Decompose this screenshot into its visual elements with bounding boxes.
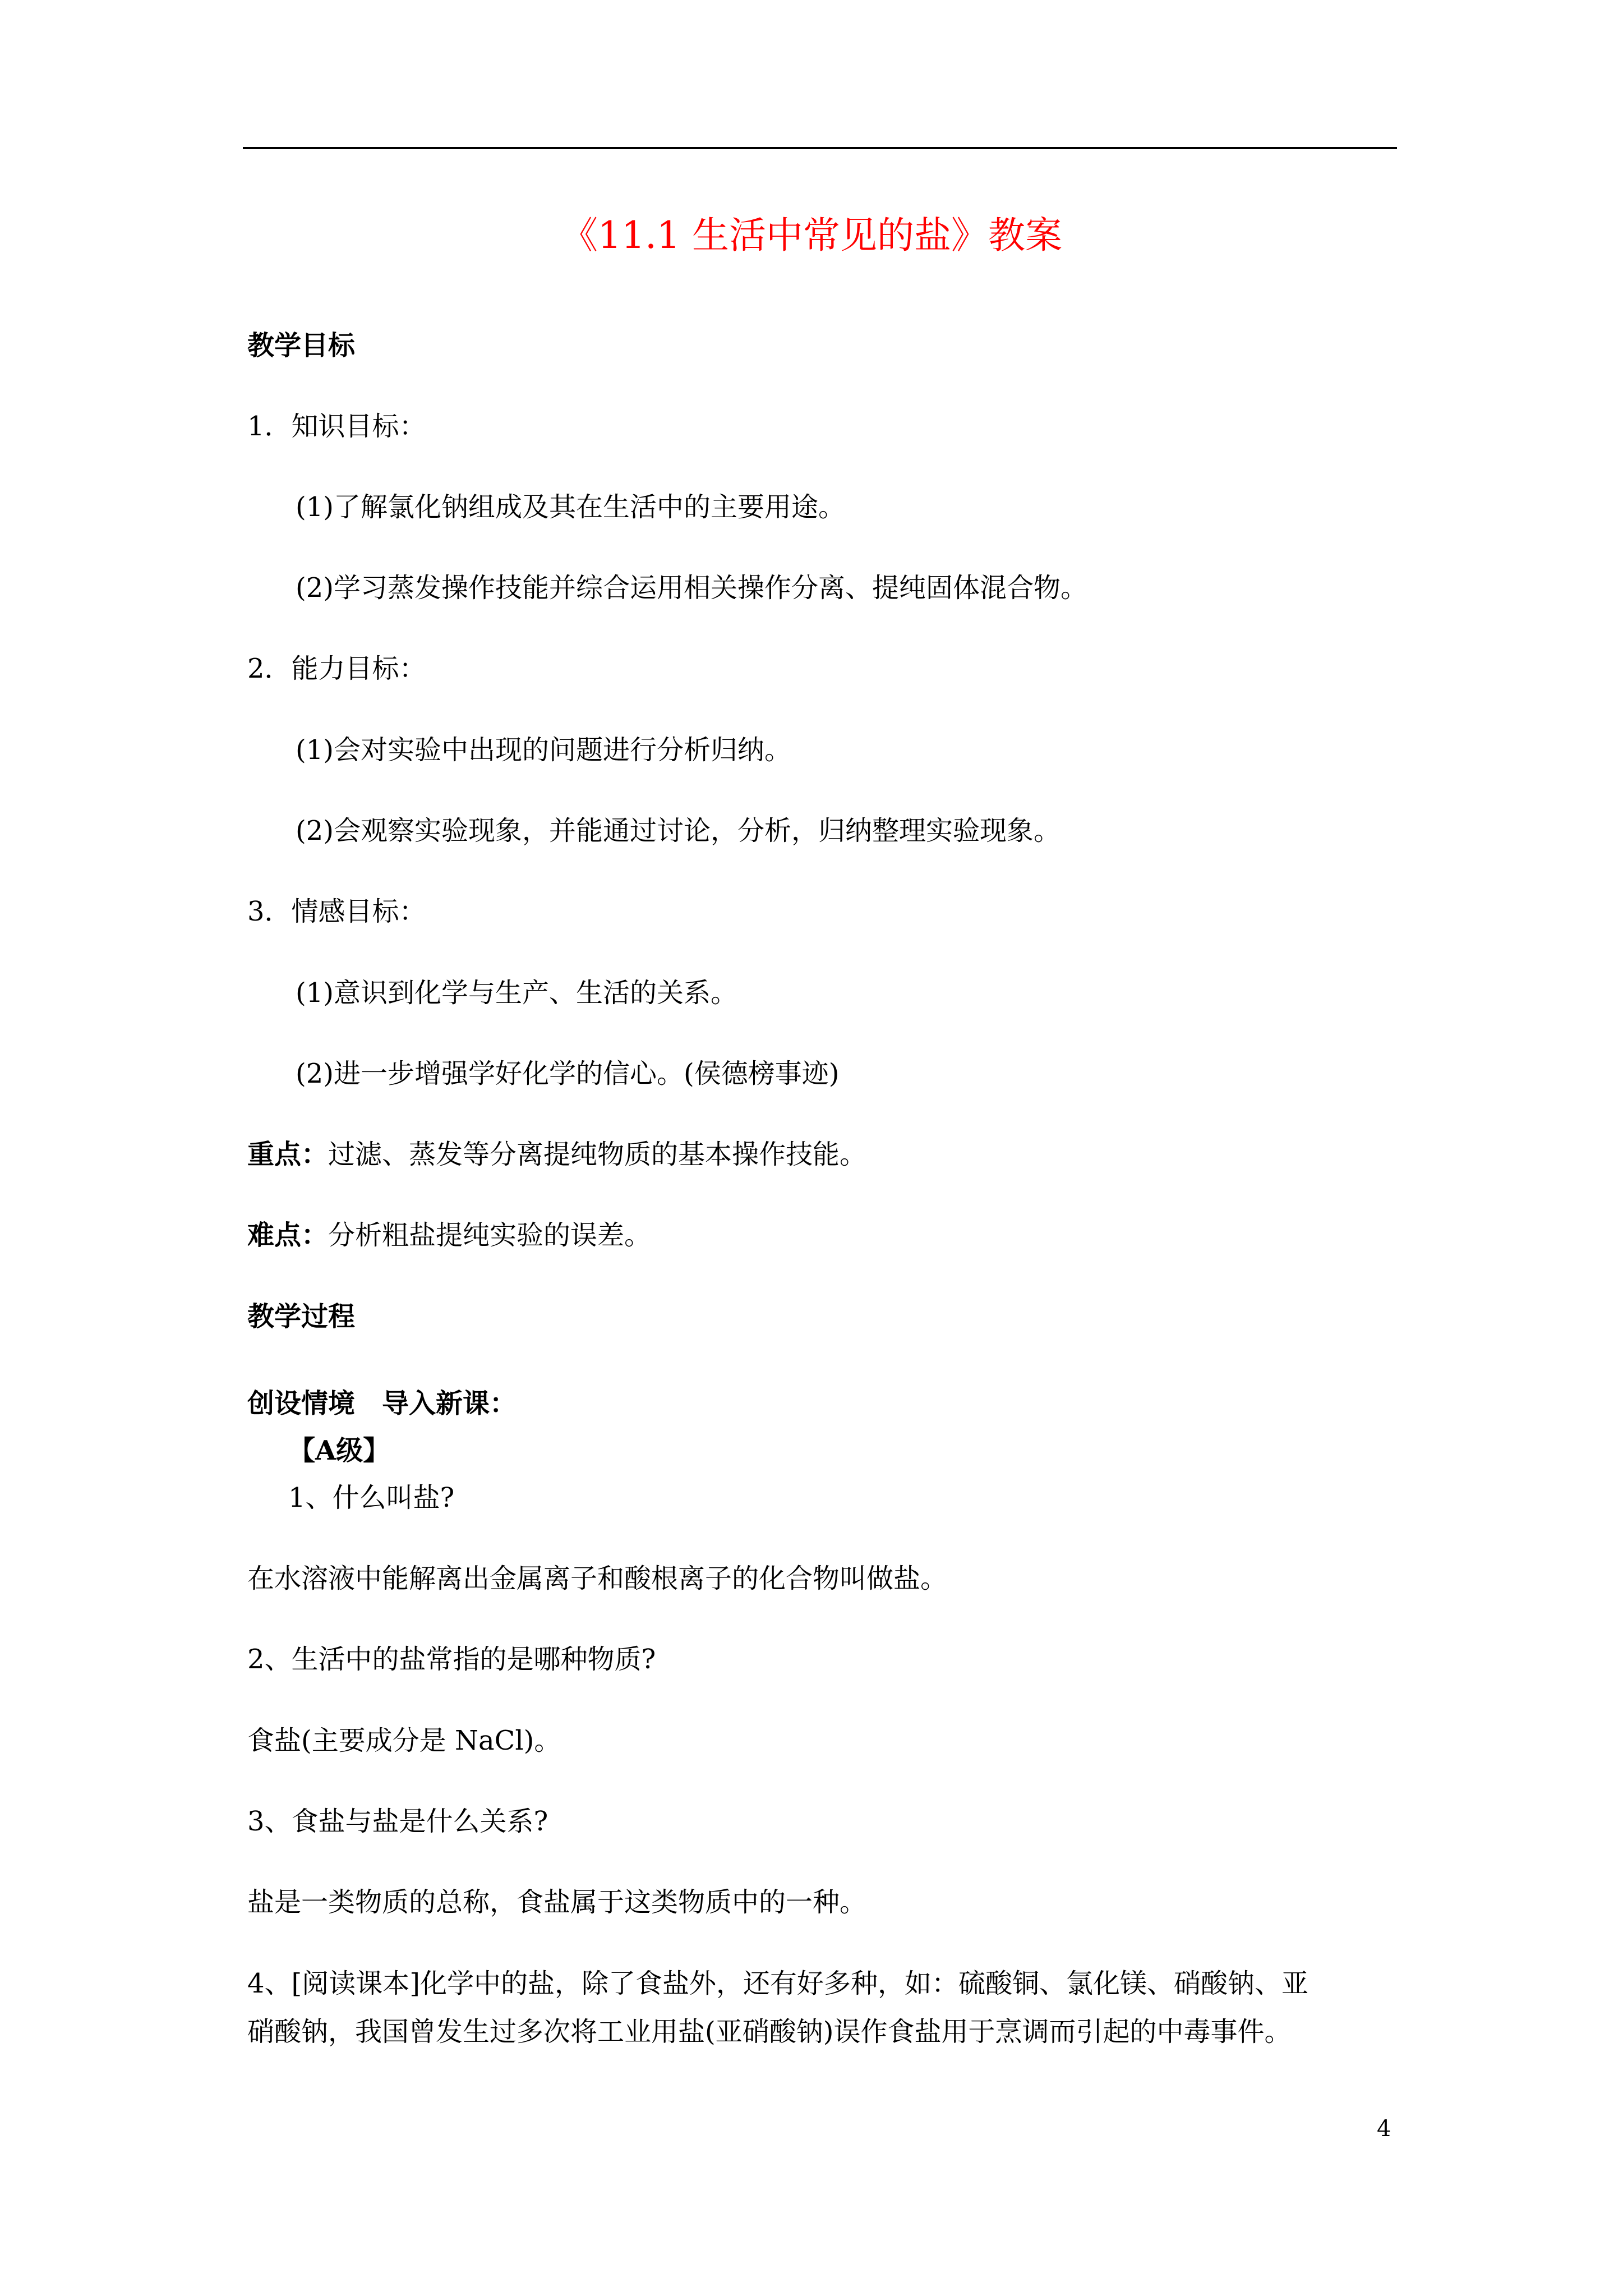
key-point-text: 过滤、蒸发等分离提纯物质的基本操作技能。 xyxy=(328,1139,867,1170)
header-rule xyxy=(243,147,1397,149)
knowledge-goal-item: (1)了解氯化钠组成及其在生活中的主要用途。 xyxy=(296,491,845,523)
intro-heading: 创设情境 导入新课： xyxy=(247,1388,517,1419)
document-title: 《11.1 生活中常见的盐》教案 xyxy=(561,214,1062,257)
question-1: 1、什么叫盐? xyxy=(288,1482,455,1513)
question-3: 3、食盐与盐是什么关系? xyxy=(247,1806,548,1837)
ability-goal-label: 2．能力目标： xyxy=(247,653,426,684)
ability-goal-item: (1)会对实验中出现的问题进行分析归纳。 xyxy=(296,734,791,766)
paragraph-4-line-2: 硝酸钠，我国曾发生过多次将工业用盐(亚硝酸钠)误作食盐用于烹调而引起的中毒事件。 xyxy=(247,2016,1292,2047)
emotion-goal-label: 3．情感目标： xyxy=(247,896,426,927)
process-heading: 教学过程 xyxy=(247,1301,356,1332)
goals-heading: 教学目标 xyxy=(247,330,356,361)
paragraph-4-line-1: 4、[阅读课本]化学中的盐，除了食盐外，还有好多种，如：硫酸铜、氯化镁、硝酸钠、亚 xyxy=(247,1968,1308,1999)
knowledge-goal-label: 1．知识目标： xyxy=(247,411,426,442)
level-label: 【A级】 xyxy=(288,1435,390,1466)
answer-1: 在水溶液中能解离出金属离子和酸根离子的化合物叫做盐。 xyxy=(247,1563,948,1594)
page-number: 4 xyxy=(1377,2116,1391,2142)
answer-3: 盐是一类物质的总称，食盐属于这类物质中的一种。 xyxy=(247,1887,867,1918)
difficulty xyxy=(247,1217,651,1253)
knowledge-goal-item: (2)学习蒸发操作技能并综合运用相关操作分离、提纯固体混合物。 xyxy=(296,572,1087,604)
key-point-label: 重点： xyxy=(247,1139,329,1170)
key-point xyxy=(247,1137,866,1172)
difficulty-text: 分析粗盐提纯实验的误差。 xyxy=(328,1220,652,1251)
answer-2: 食盐(主要成分是 NaCl)。 xyxy=(247,1725,561,1756)
ability-goal-item: (2)会观察实验现象，并能通过讨论，分析，归纳整理实验现象。 xyxy=(296,815,1061,846)
question-2: 2、生活中的盐常指的是哪种物质? xyxy=(247,1644,656,1675)
emotion-goal-item: (2)进一步增强学好化学的信心。(侯德榜事迹) xyxy=(296,1058,840,1089)
difficulty-label: 难点： xyxy=(247,1220,329,1251)
emotion-goal-item: (1)意识到化学与生产、生活的关系。 xyxy=(296,977,737,1009)
